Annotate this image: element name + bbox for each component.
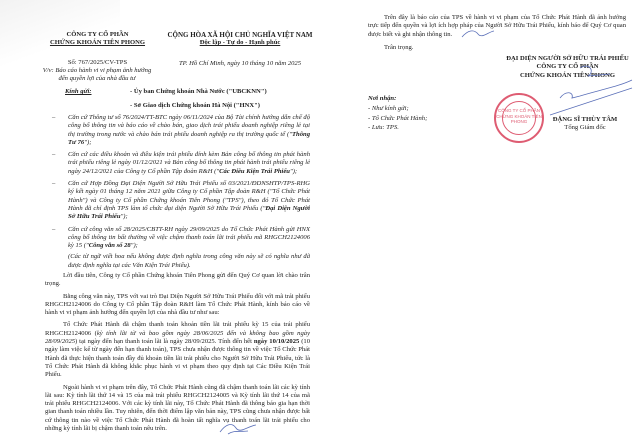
basis-term: Đại Diện Người Sở Hữu Trái Phiếu [68,204,310,221]
basis-end: "); [130,242,138,250]
basis-item: – Căn cứ Thông tư số 76/2024/TT-BTC ngày 06/11/2024 của Bộ Tài chính hướng dẫn chế độ công bố thông tin và báo cáo về chào bán, giao dịch trái phiếu doanh nghiệp riêng lẻ tại thị trường trong nước và chào bán trái phiếu doanh nghiệp ra thị trường quốc tế ("Thông Tư 76"); [52,114,310,146]
signature-icon [540,60,635,120]
text: (10 ngày làm việc kể từ ngày đến hạn thanh toán), TPS chưa nhận được thông tin về việc Tổ Chức Phát Hành đã thực hiện thanh toán đầy đủ khoản tiền lãi trái phiếu cho Người Sở Hữu Trái Phiếu, tức là Tổ Chức Phát Hành đã không khắc phục hành vi vi phạm theo quy định tại Các Điều Kiện Trái Phiếu. [45,338,310,379]
basis-item: – Căn cứ công văn số 28/2025/CBTT-RH ngày 29/09/2025 do Tổ Chức Phát Hành gửi HNX công bố thông tin bất thường về việc chậm thanh toán lãi trái phiếu mã RHGCH2124006 kỳ 15 ("Công văn số 28"); [52,225,310,250]
recipient-item: - Lưu: TPS. [368,124,399,132]
violation-paragraph [45,321,310,379]
sign-company2: CHỨNG KHOÁN TIÊN PHONG [519,71,616,79]
basis-text: Căn cứ Hợp Đồng Đại Diện Người Sở Hữu Trái Phiếu số 03/2021/ĐDNSHTP/TPS-RHG ký kết ngày 01 tháng 12 năm 2021 giữa Công ty Cổ phần Tập đoàn R&H ("Tổ Chức Phát Hành") và Công ty Cổ phần Chứng khoán Tiên Phong ("TPS"), theo đó Tổ Chức Phát Hành đã chỉ định TPS làm tổ chức đại diện Người Sở Hữu Trái Phiếu (" [68,180,310,212]
recipient-item: - Tổ Chức Phát Hành; [368,114,428,122]
company-header [30,31,165,48]
definition-note: (Các từ ngữ viết hoa nếu không được định nghĩa trong công văn này sẽ có nghĩa như đã được định nghĩa tại các Văn Kiện Trái Phiếu). [68,253,310,269]
basis-term: Thông Tư 76 [68,130,310,146]
signer-name: ĐẶNG SĨ THÙY TÂM [552,116,618,123]
text: ) tại ngày đến hạn thanh toán lãi là ngày 28/09/2025. Tính đến hết [75,338,254,346]
initials-signature-icon [218,420,258,438]
nation-header [155,31,325,48]
purpose-paragraph: Bằng công văn này, TPS với vai trò Đại Diện Người Sở Hữu Trái Phiếu đối với mã trái phiếu RHGCH2124006 do Công ty Cổ phần Tập đoàn R&H làm Tổ Chức Phát Hành, kính báo cáo về hành vi vi phạm ảnh hưởng đến quyền lợi của nhà đầu tư như sau: [45,292,310,317]
company-line2: CHỨNG KHOÁN TIÊN PHONG [49,39,146,47]
text: Tổ Chức Phát Hành đã chậm thanh toán khoản tiền lãi trái phiếu kỳ 15 của trái phiếu RHGCH2124006 ( [45,321,310,337]
nation-motto: Độc lập - Tự do - Hạnh phúc [199,39,281,47]
sign-company1: CÔNG TY CỔ PHẦN [536,63,599,71]
doc-number: Số: 767/2025/CV-TPS [67,59,128,66]
stamp-text: CÔNG TY CỔ PHẦN CHỨNG KHOÁN TIÊN PHONG [496,108,542,124]
text: kỳ tính lãi từ và bao gồm ngày 28/06/2025 đến và không bao gồm ngày 28/09/2025 [45,329,310,346]
signer-title: Tổng Giám đốc [564,124,606,132]
recipients-label: Nơi nhận: [368,95,397,102]
recipient-item: - Như kính gửi; [368,105,409,113]
other-violations-paragraph: Ngoài hành vi vi phạm trên đây, Tổ Chức Phát Hành cũng đã chậm thanh toán lãi các kỳ tính lãi sau: Kỳ tính lãi thứ 14 và 15 của mã trái phiếu RHGCH2124005 và Kỳ tính lãi thứ 14 của mã trái phiếu RHGCH2124006. Với các kỳ tính lãi này, Tổ Chức Phát Hành đã thông báo gia hạn thời gian thanh toán nhiều lần. Tuy nhiên, đến thời điểm lập văn bản này, TPS cũng chưa nhận được bất cứ thông tin nào về việc Tổ Chức Phát Hành đã hoàn tất nghĩa vụ thanh toán lãi trái phiếu cho những kỳ tính lãi bị chậm thanh toán nêu trên. [45,383,310,433]
basis-text: Căn cứ công văn số 28/2025/CBTT-RH ngày 29/09/2025 do Tổ Chức Phát Hành gửi HNX công bố thông tin bất thường về việc chậm thanh toán lãi trái phiếu mã RHGCH2124006 kỳ 15 (" [68,225,310,250]
legal-bases [52,114,310,270]
recipient-ubcknn: - Ủy ban Chứng khoán Nhà Nước ("UBCKNN") [130,88,267,95]
company-line1: CÔNG TY CỔ PHẦN [66,31,129,38]
summary-paragraph: Trên đây là báo cáo của TPS về hành vi vi phạm của Tổ Chức Phát Hành đã ảnh hưởng trực tiếp đến quyền và lợi ích hợp pháp của Người Sở Hữu Trái Phiếu, kính báo để Quý Cơ quan được biết và ghi nhận thông tin. [368,14,626,38]
basis-item: – Căn cứ Hợp Đồng Đại Diện Người Sở Hữu Trái Phiếu số 03/2021/ĐDNSHTP/TPS-RHG ký kết ngày 01 tháng 12 năm 2021 giữa Công ty Cổ phần Tập đoàn R&H ("Tổ Chức Phát Hành") và Công ty Cổ phần Chứng khoán Tiên Phong ("TPS"), theo đó Tổ Chức Phát Hành đã chỉ định TPS làm tổ chức đại diện Người Sở Hữu Trái Phiếu ("Đại Diện Người Sở Hữu Trái Phiếu"); [52,180,310,221]
to-label: Kính gửi: [65,88,92,95]
basis-text: Căn cứ các điều khoản và điều kiện trái phiếu đính kèm Bản công bố thông tin phát hành trái phiếu riêng lẻ ngày 01/12/2021 và Bản công bố thông tin phát hành trái phiếu riêng lẻ ngày 24/12/2021 của Công ty Cổ phần Tập đoàn R&H (" [68,151,310,175]
basis-end: "); [84,138,92,146]
basis-term: Các Điều Kiện Trái Phiếu [219,167,290,175]
recipients-block [368,95,427,133]
greeting-paragraph: Lời đầu tiên, Công ty Cổ phần Chứng khoán Tiên Phong gửi đến Quý Cơ quan lời chào trân trọng. [45,272,310,288]
body-paragraphs [45,272,310,433]
basis-term: Công văn số 28 [88,242,131,250]
place-date: TP. Hồ Chí Minh, ngày 10 tháng 10 năm 2025 [178,60,302,67]
basis-text: Căn cứ Thông tư số 76/2024/TT-BTC ngày 06/11/2024 của Bộ Tài chính hướng dẫn chế độ công bố thông tin và báo cáo về chào bán, giao dịch trái phiếu doanh nghiệp riêng lẻ tại thị trường trong nước và chào bán trái phiếu doanh nghiệp ra thị trường quốc tế (" [68,114,310,138]
basis-item: – Căn cứ các điều khoản và điều kiện trái phiếu đính kèm Bản công bố thông tin phát hành trái phiếu riêng lẻ ngày 01/12/2021 và Bản công bố thông tin phát hành trái phiếu riêng lẻ ngày 24/12/2021 của Công ty Cổ phần Tập đoàn R&H ("Các Điều Kiện Trái Phiếu"); [52,151,310,175]
doc-subject: V/v: Báo cáo hành vi vi phạm ảnh hưởng đến quyền lợi của nhà đầu tư [42,67,152,82]
nation-line1: CỘNG HÒA XÃ HỘI CHỦ NGHĨA VIỆT NAM [167,31,313,39]
sign-role: ĐẠI DIỆN NGƯỜI SỞ HỮU TRÁI PHIẾU [506,55,629,62]
recipient-hnx: - Sở Giao dịch Chứng khoán Hà Nội ("HNX") [130,102,260,109]
initials-signature-icon [460,27,496,41]
basis-end: "); [289,167,298,175]
deadline-date: ngày 10/10/2025 [253,338,300,346]
basis-end: "); [120,213,128,221]
closing: Trân trọng. [384,44,414,51]
signer [530,116,640,133]
